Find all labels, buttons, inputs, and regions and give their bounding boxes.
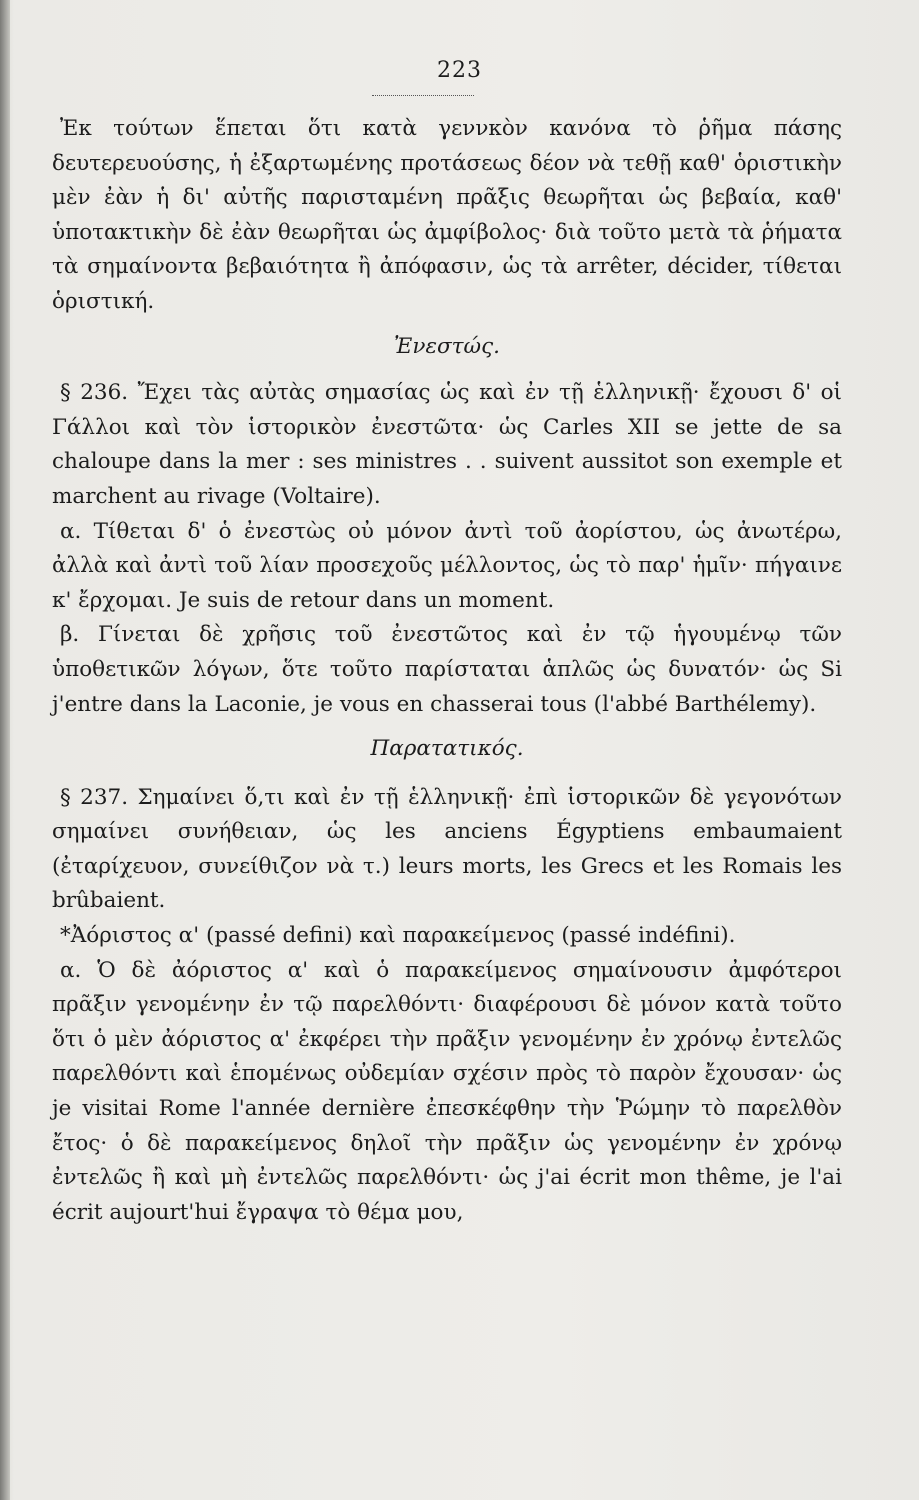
book-spine-shadow <box>0 0 10 1500</box>
section-heading-imperfect: Παρατατικός. <box>370 736 524 762</box>
paragraph-236: § 236. Ἔχει τὰς αὐτὰς σημασίας ὡς καὶ ἐν τῇ ἑλληνικῇ· ἔχουσι δ' οἱ Γάλλοι καὶ τὸν ἱστορικὸν ἐνεστῶτα· ὡς Carles XII se jette de sa chaloupe dans la mer : ses ministres . . suivent aussitot son exemple et marchent au rivage (Voltaire). <box>52 380 842 509</box>
paragraph-236-a: α. Τίθεται δ' ὁ ἐνεστὼς οὐ μόνον ἀντὶ τοῦ ἀορίστου, ὡς ἀνωτέρω, ἀλλὰ καὶ ἀντὶ τοῦ λίαν προσεχοῦς μέλλοντος, ὡς τὸ παρ' ἡμῖν· πήγαινε κ' ἔρχομαι. Je suis de retour dans un moment. <box>52 518 842 613</box>
header-rule <box>372 95 474 96</box>
paragraph-237: § 237. Σημαίνει ὅ,τι καὶ ἐν τῇ ἑλληνικῇ· ἐπὶ ἱστορικῶν δὲ γεγονότων σημαίνει συνήθειαν, ὡς les anciens Égyptiens embaumaient (ἐταρίχευον, συνείθιζον νὰ τ.) leurs morts, les Grecs et les Romais les brûbaient. <box>52 784 842 914</box>
section-heading-present: Ἐνεστώς. <box>394 333 500 359</box>
page-number: 223 <box>437 58 482 83</box>
paragraph-subjunctive-rule: Ἐκ τούτων ἕπεται ὅτι κατὰ γεννκὸν κανόνα τὸ ῥῆμα πάσης δευτερευούσης, ἡ ἐξαρτωμένης προτάσεως δέον νὰ τεθῇ καθ' ὁριστικὴν μὲν ἐὰν ἡ δι' αὐτῆς παρισταμένη πρᾶξις θεωρῆται ὡς βεβαία, καθ' ὑποτακτικὴν δὲ ἐὰν θεωρῆται ὡς ἀμφίβολος· διὰ τοῦτο μετὰ τὰ ῥήματα τὰ σημαίνοντα βεβαιότητα ἢ ἀπόφασιν, ὡς τὰ arrêter, décider, τίθεται ὁριστική. <box>52 116 842 314</box>
paragraph-aorist-heading: *Ἀόριστος α' (passé defini) καὶ παρακείμενος (passé indéfini). <box>60 923 736 949</box>
page-text <box>52 112 842 1230</box>
paragraph-aorist-a: α. Ὁ δὲ ἀόριστος α' καὶ ὁ παρακείμενος σημαίνουσιν ἀμφότεροι πρᾶξιν γενομένην ἐν τῷ παρελθόντι· διαφέρουσι δὲ μόνον κατὰ τοῦτο ὅτι ὁ μὲν ἀόριστος α' ἐκφέρει τὴν πρᾶξιν γενομένην ἐν χρόνῳ ἐντελῶς παρελθόντι καὶ ἑπομένως οὐδεμίαν σχέσιν πρὸς τὸ παρὸν ἔχουσαν· ὡς je visitai Rome l'année dernière ἐπεσκέφθην τὴν Ῥώμην τὸ παρελθὸν ἔτος· ὁ δὲ παρακείμενος δηλοῖ τὴν πρᾶξιν ὡς γενομένην ἐν χρόνῳ ἐντελῶς ἢ καὶ μὴ ἐντελῶς παρελθόντι· ὡς j'ai écrit mon thême, je l'ai écrit aujourt'hui ἔγραψα τὸ θέμα μου, <box>52 957 842 1225</box>
paragraph-236-b: β. Γίνεται δὲ χρῆσις τοῦ ἐνεστῶτος καὶ ἐν τῷ ἡγουμένῳ τῶν ὑποθετικῶν λόγων, ὅτε τοῦτο παρίσταται ἁπλῶς ὡς δυνατόν· ὡς Si j'entre dans la Laconie, je vous en chasserai tous (l'abbé Barthélemy). <box>52 622 842 717</box>
